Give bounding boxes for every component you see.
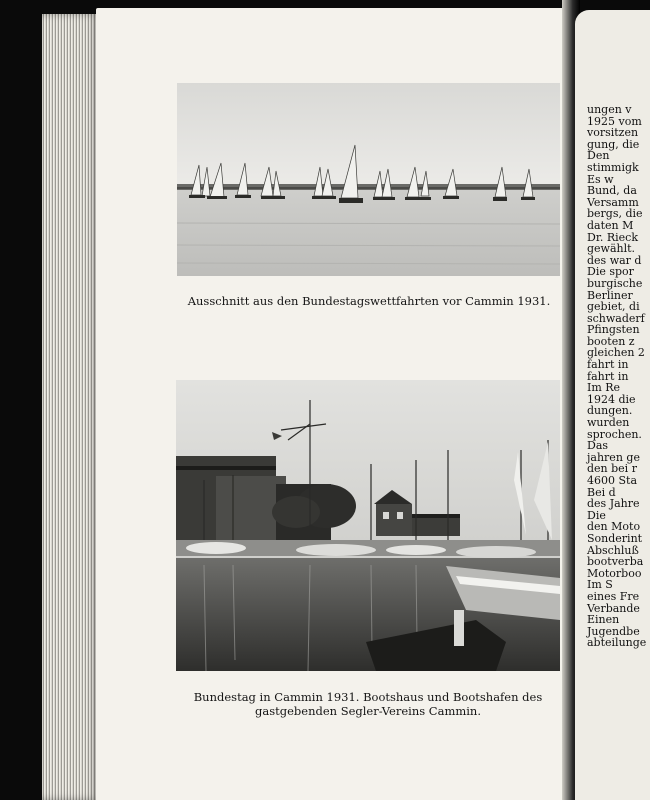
text-line: Bei d <box>587 485 616 499</box>
text-line: Dr. Rieck <box>587 230 638 244</box>
text-line: daten M <box>587 218 634 232</box>
text-line: jahren ge <box>587 450 640 464</box>
text-line: sprochen. <box>587 427 642 441</box>
text-line: gleichen 2 <box>587 346 645 360</box>
text-line: Verbande <box>587 601 640 615</box>
text-line: Versamm <box>587 195 639 209</box>
text-line: ungen v <box>587 103 632 116</box>
figure-1-caption-line: Ausschnitt aus den Bundestagswettfahrten vor Cammin 1931. <box>187 294 551 308</box>
harbour-photo <box>176 380 560 671</box>
text-line: 4600 Sta <box>587 474 638 487</box>
text-line: Jugendbe <box>587 624 640 638</box>
text-line: Motorboo <box>587 566 642 580</box>
text-line: Den <box>587 149 610 163</box>
right-page-text-column <box>587 104 646 649</box>
figure-1-caption <box>170 294 568 308</box>
regatta-photo <box>177 83 560 276</box>
text-line: gewählt. <box>587 242 636 256</box>
text-line: eines Fre <box>587 589 640 603</box>
text-line: bergs, die <box>587 207 643 221</box>
text-line: Bund, da <box>587 184 637 198</box>
text-line: burgische <box>587 276 643 290</box>
right-page <box>575 10 650 800</box>
text-line: Die <box>587 508 606 522</box>
text-line: Im Re <box>587 381 621 395</box>
text-line: den Moto <box>587 520 641 534</box>
text-line: schwaderf <box>587 311 645 325</box>
text-line: den bei r <box>587 462 637 476</box>
text-line: Pfingsten <box>587 323 640 337</box>
text-line: des war d <box>587 253 642 267</box>
text-line: fahrt in <box>587 369 629 383</box>
text-line: 1925 vom <box>587 114 642 128</box>
text-line: bootverba <box>587 555 644 569</box>
text-line: Die spor <box>587 265 634 279</box>
text-line: fahrt in <box>587 358 629 372</box>
text-line: vorsitzen <box>587 126 639 140</box>
text-line: wurden <box>587 416 630 430</box>
text-line: Berliner <box>587 288 633 302</box>
text-line: Abschluß <box>587 543 639 557</box>
text-line: stimmigk <box>587 160 639 174</box>
text-line: gung, die <box>587 137 640 151</box>
figure-2-caption-line-1: Bundestag in Cammin 1931. Bootshaus und Bootshafen des <box>193 690 543 704</box>
text-line: Einen <box>587 613 620 627</box>
text-line: Sonderint <box>587 531 643 545</box>
text-line: abteilunge <box>587 636 647 650</box>
text-line: Das <box>587 439 609 453</box>
text-line: 1924 die <box>587 392 636 406</box>
text-line: dungen. <box>587 404 633 418</box>
text-line: Es w <box>587 172 614 186</box>
page-edges <box>42 14 100 800</box>
text-line: Im S <box>587 578 613 592</box>
figure-2-caption <box>166 690 570 718</box>
figure-2-caption-line-2: gastgebenden Segler-Vereins Cammin. <box>255 704 481 718</box>
text-line: gebiet, di <box>587 300 640 314</box>
text-line: booten z <box>587 334 635 348</box>
text-line: des Jahre <box>587 497 640 511</box>
